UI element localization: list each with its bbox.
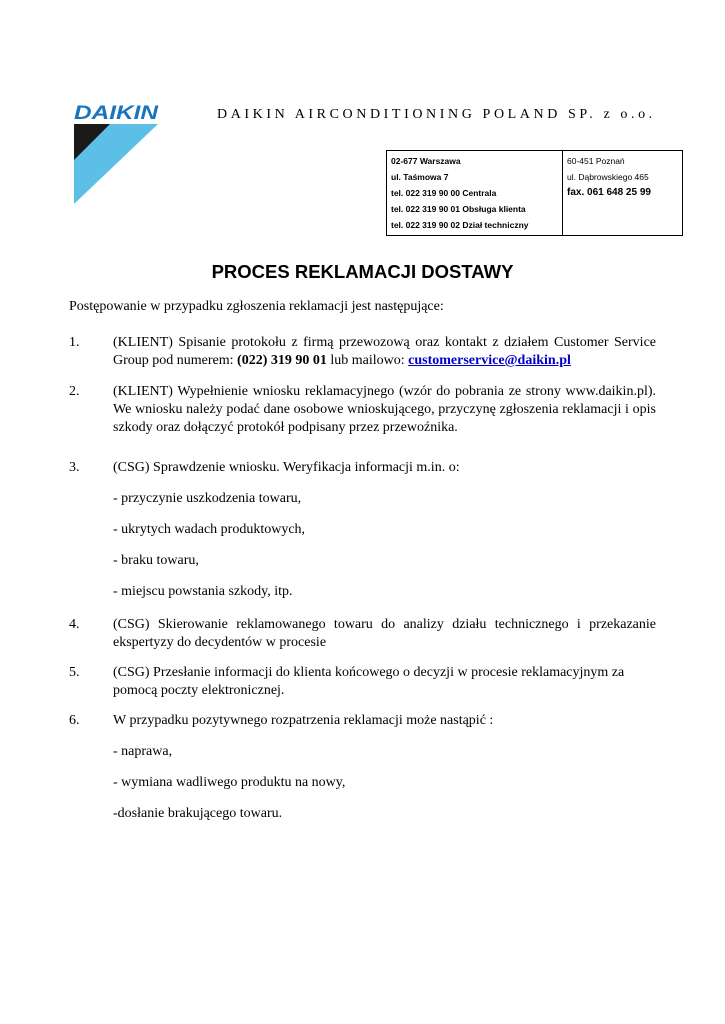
sub-item: -dosłanie brakującego towaru. [113, 806, 283, 821]
list-item [69, 616, 656, 652]
item-text: (KLIENT) Spisanie protokołu z firmą przewozową oraz kontakt z działem Customer Service Group pod numerem: [113, 335, 656, 368]
item-number: 4. [69, 617, 80, 632]
address-line: 02-677 Warszawa [391, 156, 461, 166]
phone-number: (022) 319 90 01 [237, 353, 327, 368]
intro-text: Postępowanie w przypadku zgłoszenia reklamacji jest następujące: [69, 299, 444, 314]
sub-item: - przyczynie uszkodzenia towaru, [113, 491, 302, 506]
item-text: lub mailowo: [326, 353, 409, 368]
item-number: 6. [69, 713, 80, 728]
daikin-logo [72, 104, 162, 208]
address-line: 60-451 Poznań [567, 156, 625, 166]
sub-item: - naprawa, [113, 744, 173, 759]
list-item [69, 664, 656, 700]
item-text: W przypadku pozytywnego rozpatrzenia reklamacji może nastąpić : [113, 713, 494, 728]
warsaw-address [387, 151, 563, 236]
sub-item: - ukrytych wadach produktowych, [113, 522, 306, 537]
list-item [69, 383, 656, 437]
address-line: ul. Dąbrowskiego 465 [567, 172, 649, 182]
item-number: 1. [69, 335, 80, 350]
fax-number: fax. 061 648 25 99 [567, 187, 651, 198]
sub-item: - wymiana wadliwego produktu na nowy, [113, 775, 346, 790]
sub-item: - braku towaru, [113, 553, 199, 568]
sub-item: - miejscu powstania szkody, itp. [113, 584, 293, 599]
item-text: (KLIENT) Wypełnienie wniosku reklamacyjnego (wzór do pobrania ze strony www.daikin.pl). We wniosku należy podać dane osobowe wnioskującego, przyczynę zgłoszenia reklamacji i opis szkody oraz dołączyć protokół podpisany przez przewoźnika. [113, 384, 656, 435]
list-item [69, 459, 656, 477]
item-text: (CSG) Skierowanie reklamowanego towaru do analizy działu technicznego i przekazanie ekspertyzy do decydentów w procesie [113, 617, 656, 650]
list-item [69, 334, 656, 370]
company-name: DAIKIN AIRCONDITIONING POLAND SP. z o.o. [217, 107, 656, 122]
item-text: (CSG) Przesłanie informacji do klienta końcowego o decyzji w procesie reklamacyjnym za pomocą poczty elektronicznej. [113, 665, 625, 698]
address-table [386, 150, 683, 236]
address-line: tel. 022 319 90 00 Centrala [391, 188, 497, 198]
item-text: (CSG) Sprawdzenie wniosku. Weryfikacja informacji m.in. o: [113, 460, 460, 475]
item-number: 3. [69, 460, 80, 475]
list-item [69, 712, 656, 730]
logo-wordmark: DAIKIN [74, 104, 160, 124]
address-line: ul. Taśmowa 7 [391, 172, 449, 182]
email-link[interactable]: customerservice@daikin.pl [408, 353, 571, 368]
page-title: PROCES REKLAMACJI DOSTAWY [211, 261, 514, 282]
address-line: tel. 022 319 90 01 Obsługa klienta [391, 204, 526, 214]
poznan-address [563, 151, 683, 236]
item-number: 2. [69, 384, 80, 399]
item-number: 5. [69, 665, 80, 680]
address-line: tel. 022 319 90 02 Dział techniczny [391, 220, 529, 230]
